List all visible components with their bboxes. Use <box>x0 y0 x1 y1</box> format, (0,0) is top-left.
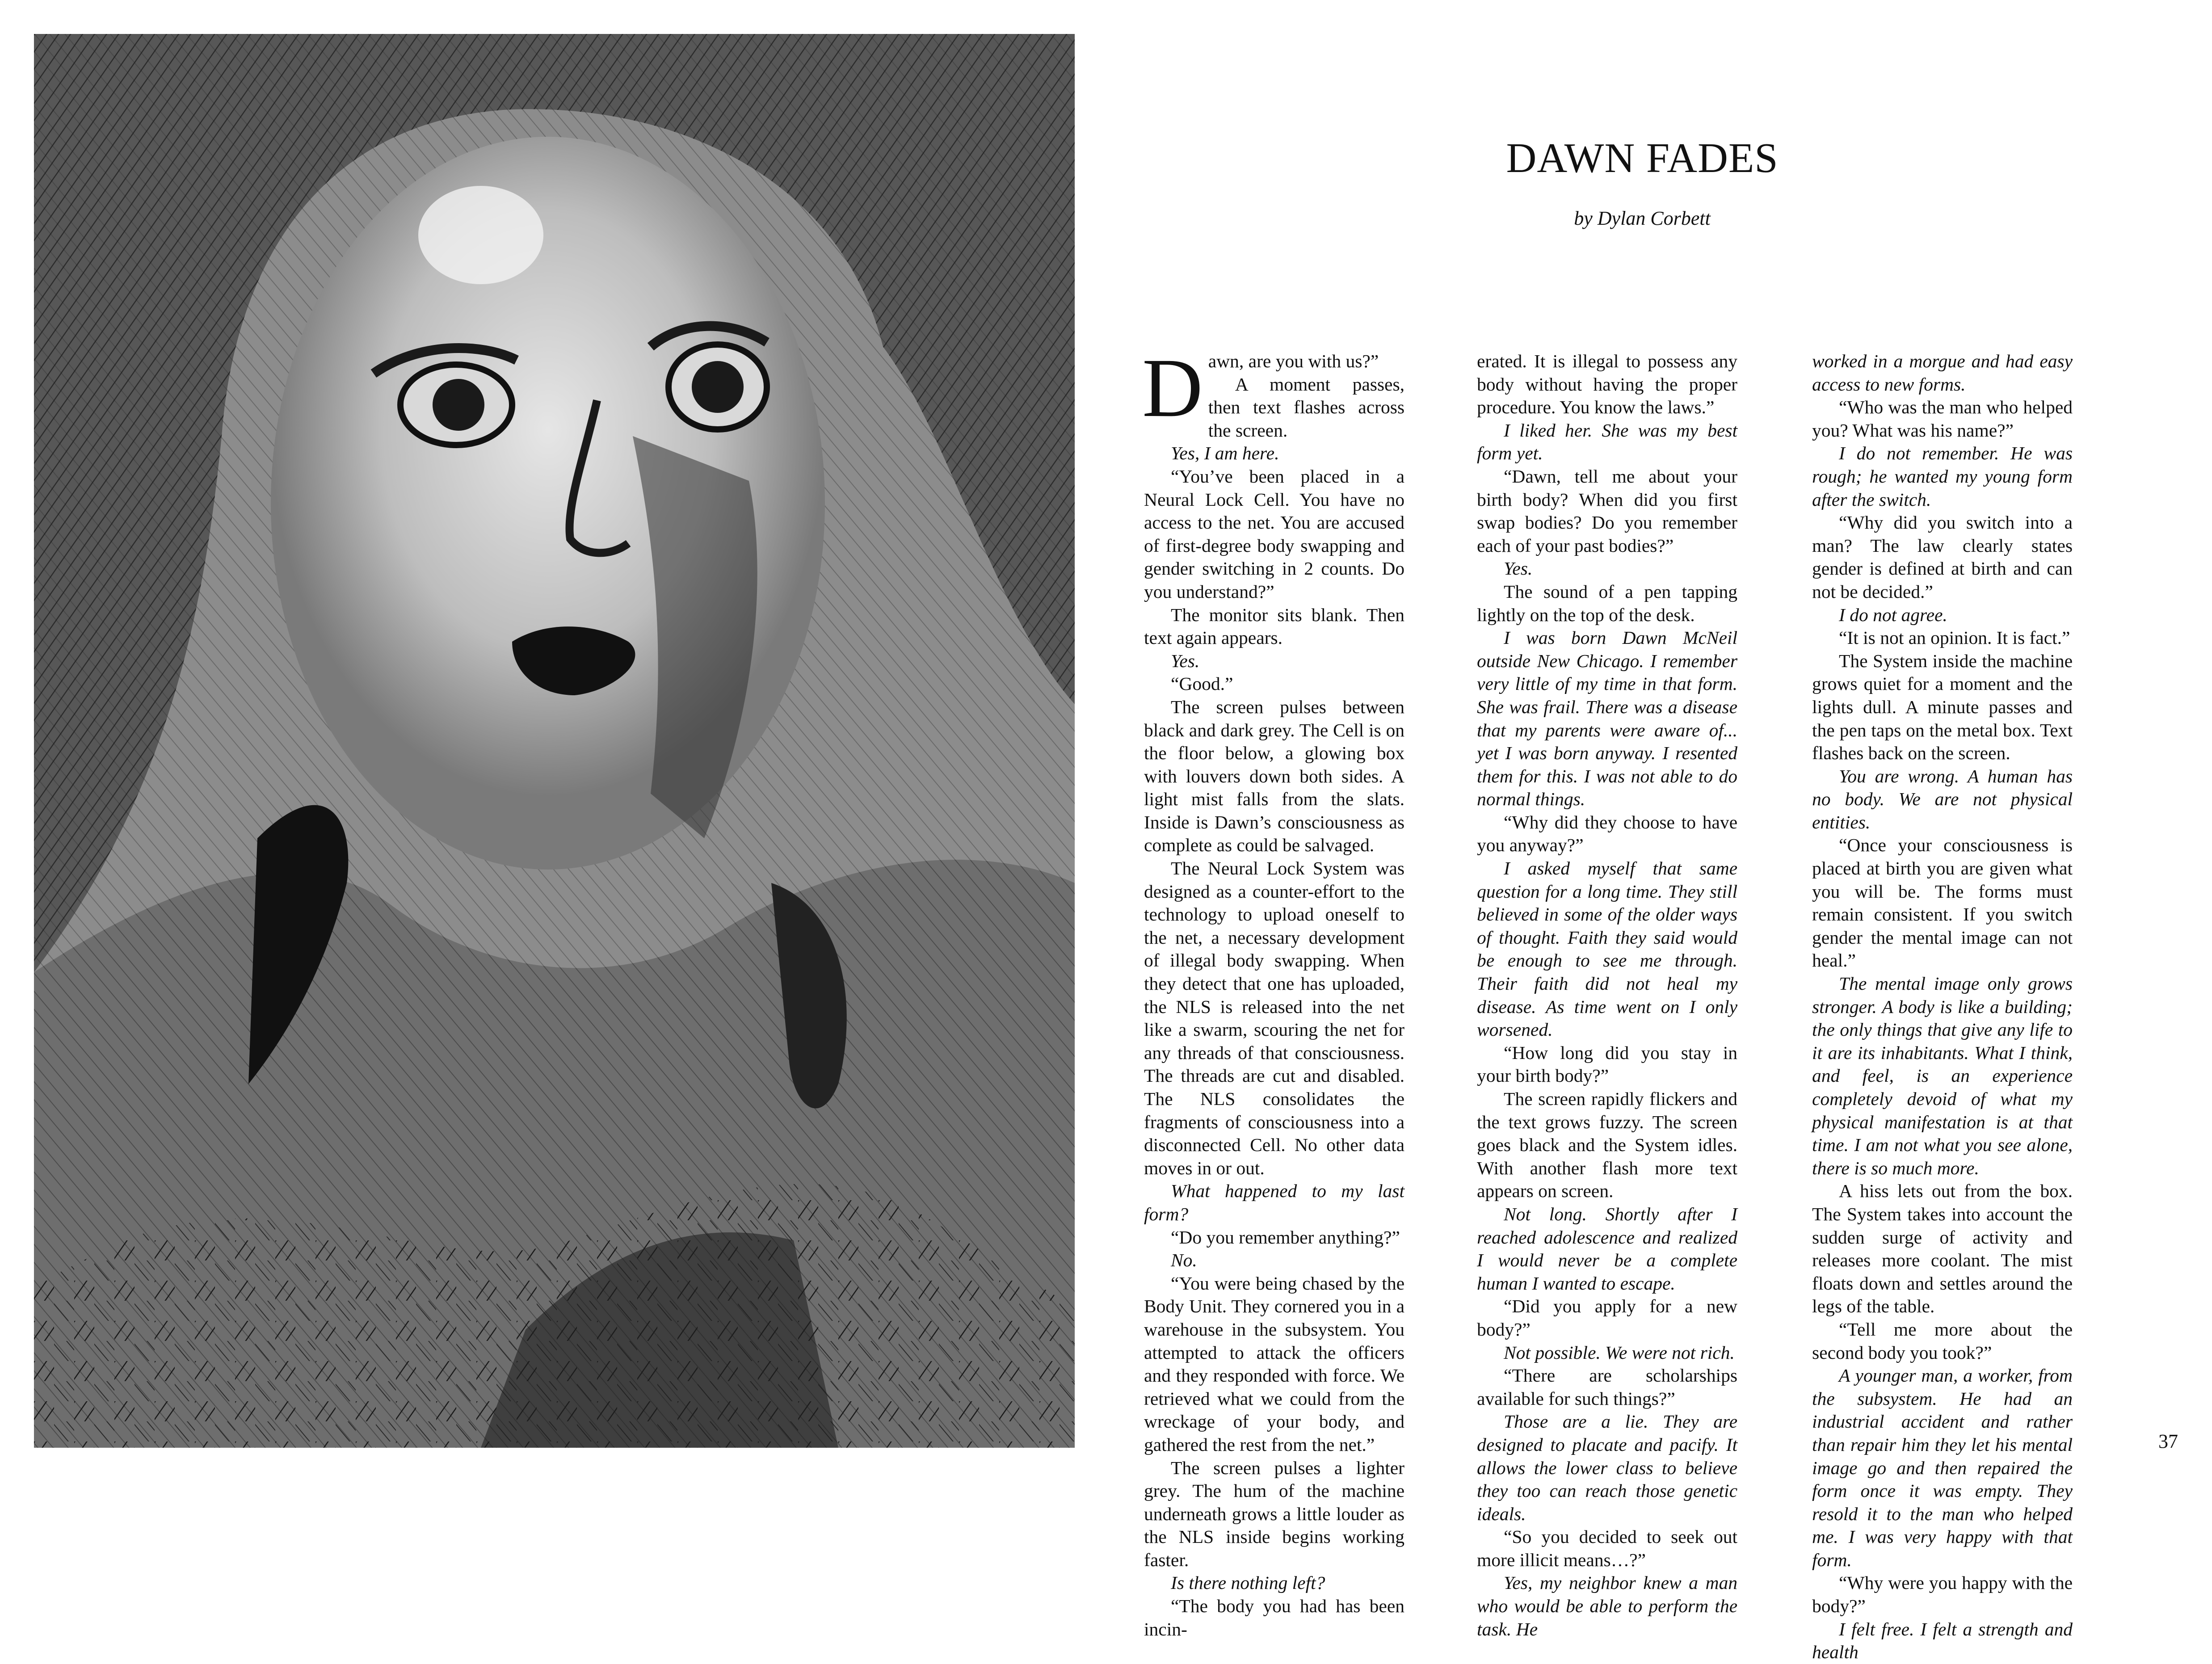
paragraph-text: Yes, my neighbor knew a man who would be able to perform the task. He <box>1477 1572 1737 1639</box>
article-paragraph <box>1812 650 2073 765</box>
paragraph-text: “Dawn, tell me about your birth body? When did you first swap bodies? Do you remember each of your past bodies?” <box>1477 466 1737 556</box>
paragraph-text: “So you decided to seek out more illicit means…?” <box>1477 1526 1737 1570</box>
paragraph-text: The System inside the machine grows quiet for a moment and the lights dull. A minute passes and the pen taps on the metal box. Text flashes back on the screen. <box>1812 650 2073 764</box>
article-paragraph <box>1812 442 2073 511</box>
paragraph-text: Not possible. We were not rich. <box>1504 1342 1735 1363</box>
paragraph-text: I liked her. She was my best form yet. <box>1477 420 1737 464</box>
text-column-3 <box>1812 350 2073 1664</box>
paragraph-text: Yes, I am here. <box>1171 443 1279 464</box>
paragraph-text: I asked myself that same question for a long time. They still believed in some of the older ways of thought. Faith they said would be enough to see me through. Their faith did not heal my disease. As time went on I only worsened. <box>1477 858 1737 1040</box>
article-paragraph <box>1144 1226 1405 1249</box>
text-column-2 <box>1477 350 1737 1641</box>
paragraph-text: The screen pulses between black and dark grey. The Cell is on the floor below, a glowing box with louvers down both sides. A light mist falls from the slats. Inside is Dawn’s consciousness as complete as could be salvaged. <box>1144 696 1405 856</box>
paragraph-text: “Why were you happy with the body?” <box>1812 1572 2073 1617</box>
paragraph-text: I do not agree. <box>1839 604 1947 625</box>
paragraph-text: “You were being chased by the Body Unit. They cornered you in a warehouse in the subsystem. You attempted to attack the officers and they responded with force. We retrieved what we could from the wreckage of your body, and gathered the rest from the net.” <box>1144 1273 1405 1455</box>
article-paragraph <box>1477 580 1737 626</box>
article-paragraph <box>1812 765 2073 834</box>
paragraph-text: A hiss lets out from the box. The System takes into account the sudden surge of activity and releases more coolant. The mist floats down and settles around the legs of the table. <box>1812 1181 2073 1317</box>
article-paragraph <box>1812 1572 2073 1618</box>
article-paragraph <box>1144 1595 1405 1641</box>
article-paragraph <box>1477 626 1737 811</box>
paragraph-text: “Who was the man who helped you? What was his name?” <box>1812 397 2073 441</box>
article-paragraph <box>1477 350 1737 419</box>
article-paragraph <box>1812 626 2073 650</box>
article-paragraph <box>1477 1410 1737 1525</box>
paragraph-text: “You’ve been placed in a Neural Lock Cell. You have no access to the net. You are accused of first-degree body swapping and gender switching in 2 counts. Do you understand?” <box>1144 466 1405 602</box>
article-paragraph <box>1144 1249 1405 1272</box>
article-paragraph <box>1477 1364 1737 1410</box>
paragraph-text: Not long. Shortly after I reached adolescence and realized I would never be a complete human I wanted to escape. <box>1477 1203 1737 1294</box>
article-paragraph <box>1812 1364 2073 1572</box>
paragraph-text: “Do you remember anything?” <box>1171 1227 1400 1248</box>
paragraph-text: worked in a morgue and had easy access to new forms. <box>1812 351 2073 395</box>
article-title: DAWN FADES <box>1506 135 1779 181</box>
article-paragraph <box>1477 857 1737 1042</box>
paragraph-text: erated. It is illegal to possess any body without having the proper procedure. You know the laws.” <box>1477 351 1737 418</box>
article-paragraph <box>1812 972 2073 1180</box>
article-paragraph <box>1812 604 2073 627</box>
article-paragraph <box>1144 1572 1405 1595</box>
article-paragraph <box>1477 1341 1737 1365</box>
portrait-illustration <box>34 34 1075 1448</box>
article-paragraph <box>1477 1042 1737 1088</box>
article-paragraph <box>1812 1180 2073 1318</box>
paragraph-text: The sound of a pen tapping lightly on the top of the desk. <box>1477 581 1737 625</box>
paragraph-text: “Did you apply for a new body?” <box>1477 1296 1737 1340</box>
article-paragraph <box>1477 1572 1737 1641</box>
paragraph-text: Yes. <box>1504 558 1533 579</box>
text-column-1 <box>1142 341 1405 1641</box>
article-paragraph <box>1812 834 2073 972</box>
article-paragraph <box>1812 350 2073 396</box>
paragraph-text: “The body you had has been incin- <box>1144 1596 1405 1639</box>
paragraph-text: I felt free. I felt a strength and health <box>1812 1618 2073 1663</box>
article-paragraph <box>1144 1180 1405 1226</box>
article-paragraph <box>1812 511 2073 603</box>
paragraph-text: The monitor sits blank. Then text again appears. <box>1144 604 1405 648</box>
article-paragraph <box>1144 650 1405 673</box>
article-paragraph <box>1812 1618 2073 1664</box>
paragraph-text: “How long did you stay in your birth body?” <box>1477 1042 1737 1086</box>
paragraph-text: “Tell me more about the second body you took?” <box>1812 1319 2073 1363</box>
article-paragraph <box>1477 1088 1737 1203</box>
article-paragraph <box>1144 672 1405 696</box>
article-paragraph <box>1477 419 1737 465</box>
article-paragraph <box>1477 465 1737 557</box>
paragraph-text: The mental image only grows stronger. A body is like a building; the only things that give any life to it are its inhabitants. What I think, and feel, is an experience completely devoid of what my physical manifestation is at that time. I am not what you see alone, there is so much more. <box>1812 973 2073 1178</box>
paragraph-text: No. <box>1171 1250 1197 1271</box>
paragraph-text: The Neural Lock System was designed as a counter-effort to the technology to upload oneself to the net, a necessary development of illegal body swapping. When they detect that one has uploaded, the NLS is released into the net like a swarm, scouring the net for any threads of that consciousness. The threads are cut and disabled. The NLS consolidates the fragments of consciousness into a disconnected Cell. No other data moves in or out. <box>1144 858 1405 1178</box>
article-paragraph <box>1477 1203 1737 1295</box>
article-paragraph <box>1144 857 1405 1180</box>
paragraph-text: The screen rapidly flickers and the text grows fuzzy. The screen goes black and the System idles. With another flash more text appears on screen. <box>1477 1088 1737 1202</box>
paragraph-text: “There are scholarships available for such things?” <box>1477 1365 1737 1409</box>
paragraph-text: A moment passes, then text flashes across the screen. <box>1208 374 1405 441</box>
paragraph-text: “Good.” <box>1171 673 1233 694</box>
paragraph-text: awn, are you with us?” <box>1208 351 1379 371</box>
article-paragraph <box>1812 1318 2073 1364</box>
article-byline: by Dylan Corbett <box>1574 207 1711 229</box>
drop-cap: D <box>1142 341 1203 434</box>
article-paragraph <box>1812 396 2073 442</box>
paragraph-text: The screen pulses a lighter grey. The hum of the machine underneath grows a little louder as the NLS inside begins working faster. <box>1144 1457 1405 1570</box>
article-paragraph <box>1144 696 1405 857</box>
article-paragraph <box>1144 442 1405 465</box>
paragraph-text: “Why did you switch into a man? The law clearly states gender is defined at birth and can not be decided.” <box>1812 512 2073 602</box>
article-paragraph <box>1144 465 1405 604</box>
article-paragraph <box>1144 1457 1405 1572</box>
paragraph-text: “Why did they choose to have you anyway?” <box>1477 811 1737 856</box>
paragraph-text: You are wrong. A human has no body. We are not physical entities. <box>1812 765 2073 832</box>
page-number: 37 <box>2158 1430 2178 1452</box>
paragraph-text: Is there nothing left? <box>1171 1572 1325 1593</box>
paragraph-text: Those are a lie. They are designed to placate and pacify. It allows the lower class to believe they too can reach those genetic ideals. <box>1477 1411 1737 1524</box>
paragraph-text: A younger man, a worker, from the subsystem. He had an industrial accident and rather than repair him they let his mental image go and then repaired the form once it was empty. They resold it to the man who helped me. I was very happy with that form. <box>1812 1365 2073 1570</box>
article-paragraph <box>1477 811 1737 857</box>
article-paragraph <box>1477 557 1737 580</box>
paragraph-text: “It is not an opinion. It is fact.” <box>1839 627 2070 648</box>
portrait-drawing-icon <box>34 34 1075 1448</box>
paragraph-text: Yes. <box>1171 650 1200 671</box>
article-paragraph <box>1144 1272 1405 1457</box>
paragraph-text: What happened to my last form? <box>1144 1181 1405 1224</box>
paragraph-text: I was born Dawn McNeil outside New Chicago. I remember very little of my time in that form. She was frail. There was a disease that my parents were aware of... yet I was born anyway. I resented them for this. I was not able to do normal things. <box>1477 627 1737 810</box>
article-paragraph <box>1477 1525 1737 1572</box>
paragraph-text: “Once your consciousness is placed at birth you are given what you will be. The forms must remain consistent. If you switch gender the mental image can not heal.” <box>1812 835 2073 971</box>
article-paragraph <box>1477 1295 1737 1341</box>
paragraph-text: I do not remember. He was rough; he wanted my young form after the switch. <box>1812 443 2073 510</box>
article-paragraph <box>1144 604 1405 650</box>
